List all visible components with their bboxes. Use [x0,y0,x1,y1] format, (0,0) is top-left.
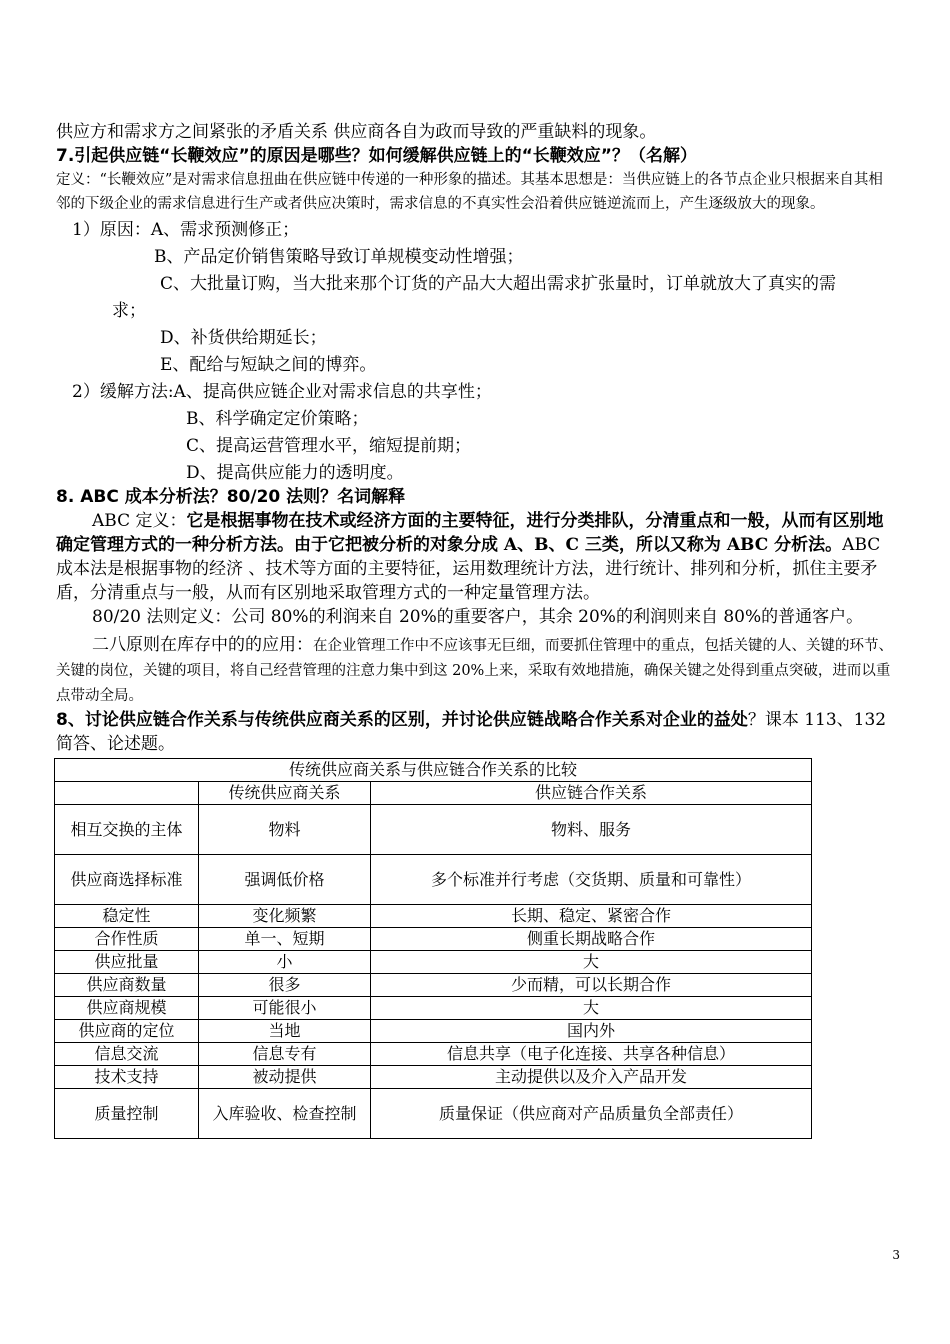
cause-d: D、补货供给期延长； [160,328,327,348]
row-label: 供应批量 [55,951,199,974]
inventory-prefix: 二八原则在库存中的的应用： [92,635,313,655]
partnership-cell: 国内外 [371,1020,812,1043]
table-row [55,974,812,997]
traditional-cell: 信息专有 [199,1043,371,1066]
abc-bold-definition: 它是根据事物在技术或经济方面的主要特征，进行分类排队，分清重点和一般，从而有区别地确定管理方式的一种分析方法。由于它把被分析的对象分成 A、B、C 三类，所以又称为 ABC 分析法。 [56,511,884,555]
traditional-cell: 当地 [199,1020,371,1043]
fix-c: C、提高运营管理水平，缩短提前期； [186,436,472,456]
table-header-row [55,782,812,805]
traditional-cell: 可能很小 [199,997,371,1020]
traditional-cell: 变化频繁 [199,905,371,928]
row-label: 稳定性 [55,905,199,928]
table-row [55,997,812,1020]
cause-c-cont: 求； [112,301,146,321]
partnership-cell: 信息共享（电子化连接、共享各种信息） [371,1043,812,1066]
fix-d: D、提高供应能力的透明度。 [186,463,404,483]
traditional-cell: 小 [199,951,371,974]
partnership-cell: 侧重长期战略合作 [371,928,812,951]
cause-a: 1）原因：A、需求预测修正； [72,220,300,240]
table-row [55,805,812,855]
table-row [55,905,812,928]
partnership-cell: 多个标准并行考虑（交货期、质量和可靠性） [371,855,812,905]
traditional-cell: 物料 [199,805,371,855]
partnership-cell: 少而精，可以长期合作 [371,974,812,997]
table-caption: 传统供应商关系与供应链合作关系的比较 [55,759,812,782]
traditional-cell: 被动提供 [199,1066,371,1089]
traditional-cell: 单一、短期 [199,928,371,951]
inventory-rest: 在企业管理工作中不应该事无巨细，而要抓住管理中的重点，包括关键的人、关键的环节、关键的岗位，关键的项目，将自己经营管理的注意力集中到这 20%上来，采取有效地措施，确保关键之处得到重点突破，进而以重点带动全局。 [56,638,893,704]
row-label: 信息交流 [55,1043,199,1066]
cause-e: E、配给与短缺之间的博弈。 [160,355,377,375]
row-label: 供应商选择标准 [55,855,199,905]
table-row [55,951,812,974]
row-label: 相互交换的主体 [55,805,199,855]
traditional-cell: 很多 [199,974,371,997]
row-label: 技术支持 [55,1066,199,1089]
table-row [55,1020,812,1043]
cause-b: B、产品定价销售策略导致订单规模变动性增强； [154,247,524,267]
question-8-title: 8. ABC 成本分析法？80/20 法则？名词解释 [56,487,406,507]
comparison-table [54,758,812,1139]
partnership-cell: 质量保证（供应商对产品质量负全部责任） [371,1089,812,1139]
table-caption-row [55,759,812,782]
abc-paragraph [56,509,896,605]
partnership-cell: 物料、服务 [371,805,812,855]
question-8b-bold: 8、讨论供应链合作关系与传统供应商关系的区别，并讨论供应链战略合作关系对企业的益处 [56,710,748,730]
text-line: 供应方和需求方之间紧张的矛盾关系 供应商各自为政而导致的严重缺料的现象。 [56,122,657,142]
traditional-cell: 强调低价格 [199,855,371,905]
row-label: 供应商数量 [55,974,199,997]
traditional-cell: 入库验收、检查控制 [199,1089,371,1139]
fix-a: 2）缓解方法:A、提高供应链企业对需求信息的共享性； [72,382,492,402]
header-cell [55,782,199,805]
question-7-title: 7.引起供应链“长鞭效应”的原因是哪些？如何缓解供应链上的“长鞭效应”？（名解） [56,146,697,166]
bullwhip-definition: 定义：“长鞭效应”是对需求信息扭曲在供应链中传递的一种形象的描述。其基本思想是：当供应链上的各节点企业只根据来自其相邻的下级企业的需求信息进行生产或者供应决策时，需求信息的不真实性会沿着供应链逆流而上，产生逐级放大的现象。 [56,172,883,212]
partnership-cell: 大 [371,997,812,1020]
rule-8020-paragraph: 80/20 法则定义：公司 80%的利润来自 20%的重要客户，其余 20%的利润则来自 80%的普通客户。 [92,607,864,627]
row-label: 供应商的定位 [55,1020,199,1043]
partnership-cell: 主动提供以及介入产品开发 [371,1066,812,1089]
question-8b-rest: ？课本 113、132 简答、论述题。 [56,710,887,754]
abc-prefix: ABC 定义： [92,511,187,531]
table-row [55,855,812,905]
row-label: 质量控制 [55,1089,199,1139]
cause-c: C、大批量订购，当大批来那个订货的产品大大超出需求扩张量时，订单就放大了真实的需 [160,274,837,294]
abc-rest: ABC 成本法是根据事物的经济 、技术等方面的主要特征，运用数理统计方法，进行统计、排列和分析，抓住主要矛盾，分清重点与一般，从而有区别地采取管理方式的一种定量管理方法。 [56,535,881,603]
document-body [56,120,896,1139]
row-label: 合作性质 [55,928,199,951]
row-label: 供应商规模 [55,997,199,1020]
fix-b: B、科学确定定价策略； [186,409,369,429]
partnership-cell: 大 [371,951,812,974]
header-cell: 传统供应商关系 [199,782,371,805]
table-row [55,1066,812,1089]
page-number: 3 [892,1248,900,1262]
question-8b-title [56,708,896,756]
table-row [55,1043,812,1066]
inventory-paragraph [56,633,896,708]
table-row [55,1089,812,1139]
header-cell: 供应链合作关系 [371,782,812,805]
table-row [55,928,812,951]
partnership-cell: 长期、稳定、紧密合作 [371,905,812,928]
